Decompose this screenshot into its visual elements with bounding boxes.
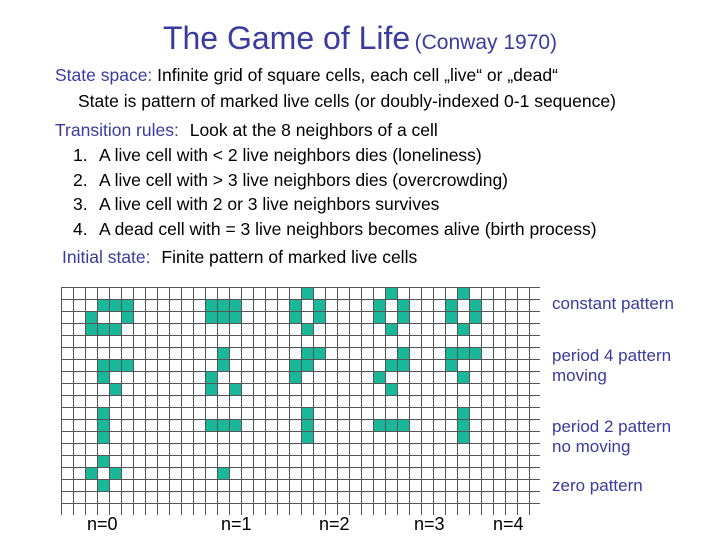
live-cell xyxy=(385,287,397,299)
live-cell xyxy=(97,419,109,431)
state-space-line2: State is pattern of marked live cells (or doubly-indexed 0-1 sequence) xyxy=(78,91,616,111)
rule-text: A live cell with 2 or 3 live neighbors survives xyxy=(99,194,440,214)
label-period4 xyxy=(552,346,671,386)
n-label-2: n=2 xyxy=(319,514,350,534)
live-cell xyxy=(229,299,241,311)
label-period2-line2: no moving xyxy=(552,437,631,456)
live-cell xyxy=(289,359,301,371)
rule-number: 4. xyxy=(73,219,88,239)
initial-state-line xyxy=(62,247,417,268)
live-cell xyxy=(121,359,133,371)
live-cell xyxy=(397,311,409,323)
live-cell xyxy=(97,359,109,371)
live-cell xyxy=(301,407,313,419)
live-cell xyxy=(385,383,397,395)
live-cell xyxy=(445,299,457,311)
rule-number: 1. xyxy=(73,145,88,165)
state-space-text: Infinite grid of square cells, each cell „live“ or „dead“ xyxy=(157,65,558,85)
live-cell xyxy=(229,419,241,431)
live-cell xyxy=(373,419,385,431)
rule-3 xyxy=(55,194,439,215)
live-cell xyxy=(313,311,325,323)
live-cell xyxy=(457,287,469,299)
live-cell xyxy=(301,287,313,299)
label-zero-pattern: zero pattern xyxy=(552,476,643,495)
initial-state-label: Initial state: xyxy=(62,247,151,267)
live-cell xyxy=(313,347,325,359)
live-cell xyxy=(121,311,133,323)
live-cell xyxy=(469,347,481,359)
live-cell xyxy=(301,431,313,443)
live-cell xyxy=(217,347,229,359)
live-cell xyxy=(301,323,313,335)
rule-number: 3. xyxy=(73,194,88,214)
live-cell xyxy=(205,299,217,311)
title-subtitle: (Conway 1970) xyxy=(414,31,558,54)
transition-label: Transition rules: xyxy=(55,120,179,140)
label-period4-line1: period 4 pattern xyxy=(552,346,672,365)
live-cell xyxy=(313,299,325,311)
live-cell xyxy=(109,323,121,335)
live-cell xyxy=(301,419,313,431)
live-cell xyxy=(397,419,409,431)
live-cell xyxy=(121,299,133,311)
live-cell xyxy=(301,347,313,359)
live-cell xyxy=(109,383,121,395)
label-period2 xyxy=(552,417,671,457)
live-cell xyxy=(85,311,97,323)
live-cell xyxy=(229,311,241,323)
live-cell xyxy=(97,299,109,311)
live-cell xyxy=(397,347,409,359)
label-period2-line1: period 2 pattern xyxy=(552,417,672,436)
live-cell xyxy=(97,407,109,419)
live-cell xyxy=(205,419,217,431)
live-cell xyxy=(469,311,481,323)
live-cell xyxy=(217,311,229,323)
live-cell xyxy=(109,359,121,371)
live-cell xyxy=(469,299,481,311)
n-label-3: n=3 xyxy=(414,514,445,534)
n-label-0: n=0 xyxy=(87,514,118,534)
live-cell xyxy=(385,323,397,335)
label-period4-line2: moving xyxy=(552,366,607,385)
rule-text: A live cell with > 3 live neighbors dies (overcrowding) xyxy=(99,170,509,190)
live-cell xyxy=(229,383,241,395)
live-cell xyxy=(97,431,109,443)
n-label-1: n=1 xyxy=(221,514,252,534)
rule-number: 2. xyxy=(73,170,88,190)
label-constant-pattern: constant pattern xyxy=(552,294,674,313)
live-cell xyxy=(289,311,301,323)
live-cell xyxy=(457,371,469,383)
live-cell xyxy=(397,299,409,311)
live-cell xyxy=(457,407,469,419)
live-cell xyxy=(109,299,121,311)
live-cell xyxy=(457,323,469,335)
state-space-line xyxy=(55,65,558,86)
live-cell xyxy=(85,323,97,335)
state-space-label: State space: xyxy=(55,65,153,85)
live-cell xyxy=(217,467,229,479)
live-cell xyxy=(397,359,409,371)
initial-state-text: Finite pattern of marked live cells xyxy=(161,247,418,267)
live-cell xyxy=(97,371,109,383)
live-cell xyxy=(385,359,397,371)
live-cell xyxy=(217,359,229,371)
live-cell xyxy=(445,311,457,323)
transition-text: Look at the 8 neighbors of a cell xyxy=(189,120,438,140)
rule-2 xyxy=(55,170,508,191)
rule-text: A live cell with < 2 live neighbors dies (loneliness) xyxy=(99,145,482,165)
live-cell xyxy=(205,311,217,323)
live-cell xyxy=(97,455,109,467)
slide-title xyxy=(0,20,720,57)
life-grid xyxy=(61,287,540,515)
live-cell xyxy=(457,419,469,431)
live-cell xyxy=(205,371,217,383)
live-cell xyxy=(217,419,229,431)
live-cell xyxy=(205,383,217,395)
live-cell xyxy=(385,419,397,431)
title-main: The Game of Life xyxy=(162,20,411,56)
live-cell xyxy=(217,299,229,311)
rule-1 xyxy=(55,145,482,166)
live-cell xyxy=(457,431,469,443)
rule-text: A dead cell with = 3 live neighbors becomes alive (birth process) xyxy=(99,219,597,239)
live-cell xyxy=(289,371,301,383)
live-cell xyxy=(97,323,109,335)
live-cell xyxy=(445,359,457,371)
live-cell xyxy=(445,347,457,359)
live-cell xyxy=(97,479,109,491)
live-cell xyxy=(373,371,385,383)
live-cell xyxy=(289,299,301,311)
live-cell xyxy=(373,311,385,323)
transition-line xyxy=(55,120,438,141)
live-cell xyxy=(457,347,469,359)
rule-4 xyxy=(55,219,597,240)
n-label-4: n=4 xyxy=(493,514,524,534)
live-cell xyxy=(373,299,385,311)
live-cell xyxy=(301,359,313,371)
live-cell xyxy=(85,467,97,479)
live-cell xyxy=(109,467,121,479)
